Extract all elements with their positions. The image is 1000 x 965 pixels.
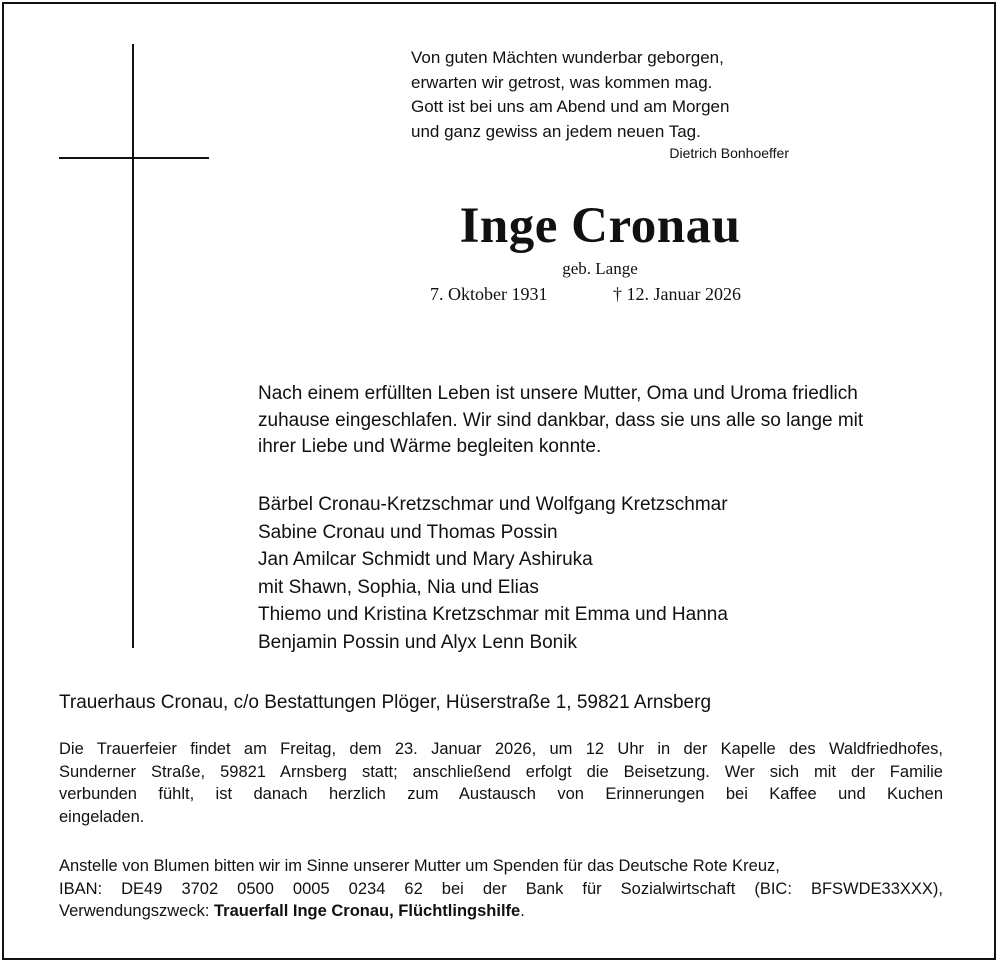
mourning-address: Trauerhaus Cronau, c/o Bestattungen Plöger, Hüserstraße 1, 59821 Arnsberg: [59, 692, 712, 713]
deceased-name: Inge Cronau: [459, 198, 741, 254]
purpose-label: Verwendungszweck:: [59, 902, 215, 920]
purpose-end: .: [520, 902, 525, 920]
birth-date: 7. Oktober 1931: [430, 284, 548, 304]
poem-line: und ganz gewiss an jedem neuen Tag.: [411, 121, 701, 141]
family-member: mit Shawn, Sophia, Nia und Elias: [258, 576, 539, 598]
cross-icon-bar: [59, 157, 209, 159]
family-member: Benjamin Possin und Alyx Lenn Bonik: [258, 631, 577, 653]
donation-purpose: [59, 900, 943, 923]
ceremony-line: eingeladen.: [59, 807, 145, 826]
ceremony-line: Sunderner Straße, 59821 Arnsberg statt; anschließend erfolgt die Beisetzung. Wer sich mit der Familie: [59, 762, 943, 781]
life-dates: [430, 284, 741, 305]
poem-line: Von guten Mächten wunderbar geborgen,: [411, 48, 724, 67]
donation-text: [59, 855, 943, 923]
intro-line: zuhause eingeschlafen. Wir sind dankbar, dass sie uns alle so lange mit: [258, 409, 864, 431]
intro-text: [258, 381, 944, 461]
purpose-value: Trauerfall Inge Cronau, Flüchtlingshilfe: [214, 902, 521, 920]
born-name: geb. Lange: [562, 259, 638, 278]
donation-line: IBAN: DE49 3702 0500 0005 0234 62 bei der Bank für Sozialwirtschaft (BIC: BFSWDE33XXX),: [59, 879, 943, 898]
ceremony-line: verbunden fühlt, ist danach herzlich zum Austausch von Erinnerungen bei Kaffee und Kuchen: [59, 785, 943, 803]
ceremony-text: [59, 738, 943, 828]
family-member: Jan Amilcar Schmidt und Mary Ashiruka: [258, 549, 593, 570]
poem-line: erwarten wir getrost, was kommen mag.: [411, 72, 713, 92]
cross-icon: [132, 44, 134, 648]
intro-line: Nach einem erfüllten Leben ist unsere Mutter, Oma und Uroma friedlich: [258, 383, 858, 404]
family-member: Sabine Cronau und Thomas Possin: [258, 521, 558, 543]
intro-line: ihrer Liebe und Wärme begleiten konnte.: [258, 436, 602, 457]
poem: [411, 46, 791, 144]
family-list: [258, 491, 958, 656]
poem-author: Dietrich Bonhoeffer: [669, 145, 789, 161]
death-date: † 12. Januar 2026: [613, 284, 741, 304]
family-member: Bärbel Cronau-Kretzschmar und Wolfgang Kretzschmar: [258, 494, 728, 515]
donation-line: Anstelle von Blumen bitten wir im Sinne unserer Mutter um Spenden für das Deutsche Rote Kreuz,: [59, 857, 780, 875]
ceremony-line: Die Trauerfeier findet am Freitag, dem 23. Januar 2026, um 12 Uhr in der Kapelle des Waldfriedhofes,: [59, 740, 943, 758]
family-member: Thiemo und Kristina Kretzschmar mit Emma und Hanna: [258, 604, 728, 625]
poem-line: Gott ist bei uns am Abend und am Morgen: [411, 97, 730, 116]
